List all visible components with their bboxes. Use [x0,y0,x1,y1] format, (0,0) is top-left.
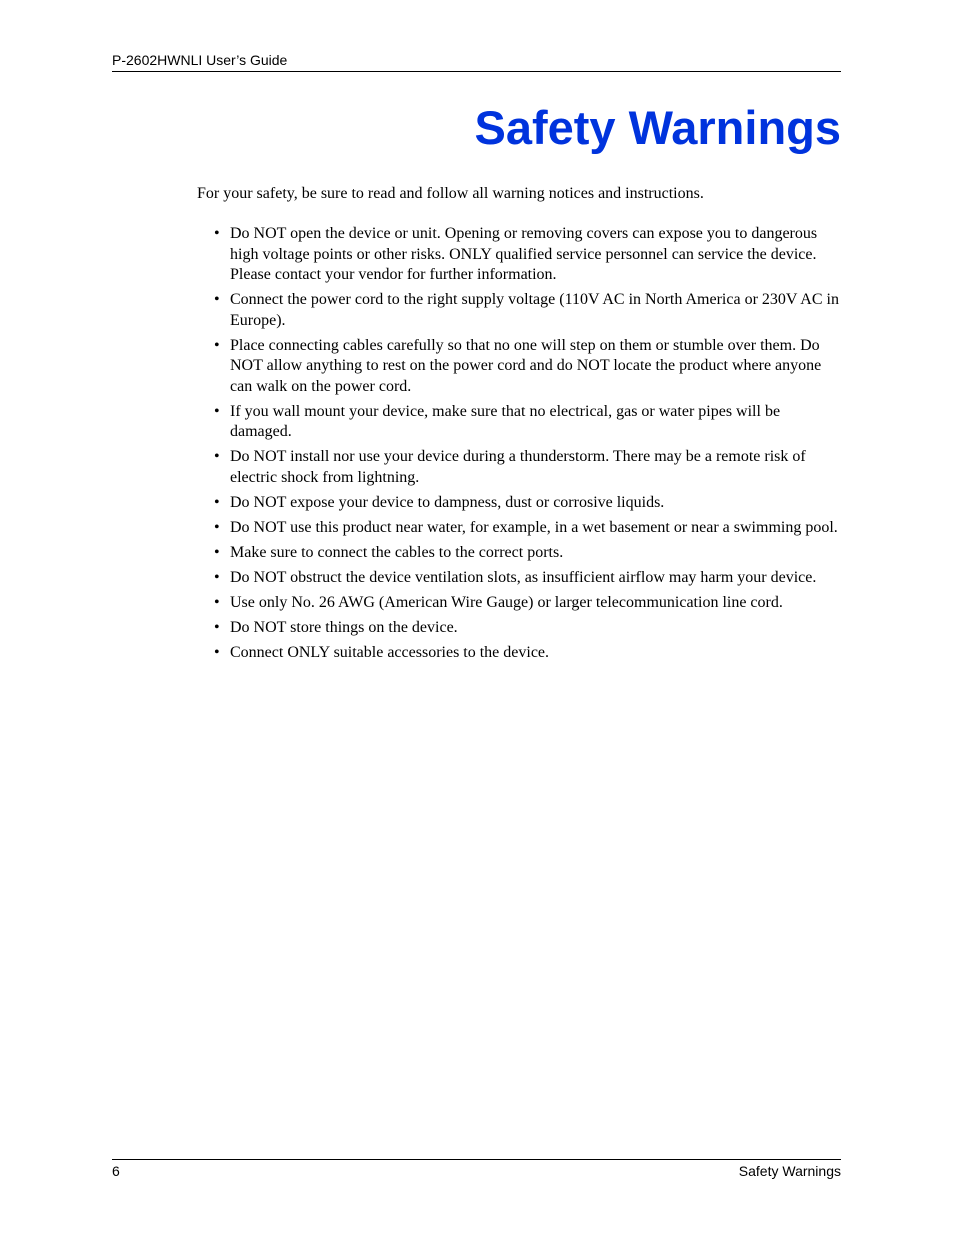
list-item [214,493,841,514]
warning-text: Do NOT obstruct the device ventilation slots, as insufficient airflow may harm your device. [230,568,817,586]
list-item [214,593,841,614]
warning-text: Do NOT use this product near water, for example, in a wet basement or near a swimming pool. [230,518,838,536]
intro-paragraph: For your safety, be sure to read and follow all warning notices and instructions. [197,185,704,202]
bullet-icon: • [214,618,220,636]
bullet-icon: • [214,543,220,561]
bullet-icon: • [214,291,220,308]
footer-divider [112,1159,841,1160]
warning-text: Do NOT install nor use your device during a thunderstorm. There may be a remote risk of electric shock from lightning. [230,448,806,486]
bullet-icon: • [214,593,220,611]
list-item [214,618,841,639]
header-divider [112,71,841,72]
warning-text: Use only No. 26 AWG (American Wire Gauge) or larger telecommunication line cord. [230,593,783,611]
warning-text: Make sure to connect the cables to the correct ports. [230,543,564,561]
warning-text: Connect ONLY suitable accessories to the device. [230,643,550,661]
bullet-icon: • [214,448,220,465]
warning-text: Do NOT store things on the device. [230,618,458,636]
bullet-icon: • [214,518,220,536]
bullet-icon: • [214,493,220,511]
list-item [214,224,841,286]
warning-text: If you wall mount your device, make sure that no electrical, gas or water pipes will be damaged. [230,402,781,440]
page-number: 6 [112,1163,120,1179]
list-item [214,336,841,398]
warning-text: Connect the power cord to the right supply voltage (110V AC in North America or 230V AC in Europe). [230,291,839,329]
list-item [214,447,841,488]
warning-text: Do NOT expose your device to dampness, dust or corrosive liquids. [230,493,665,511]
list-item [214,643,841,664]
bullet-icon: • [214,568,220,586]
list-item [214,518,841,539]
list-item [214,568,841,589]
list-item [214,290,841,331]
warning-text: Place connecting cables carefully so that no one will step on them or stumble over them. Do NOT allow anything to rest on the power cord and do NOT locate the product where anyone can walk on the power cord. [230,336,822,395]
bullet-icon: • [214,402,220,420]
warning-text: Do NOT open the device or unit. Opening or removing covers can expose you to dangerous high voltage points or other risks. ONLY qualified service personnel can service the device. Please contact your vendor for further information. [230,225,818,283]
list-item [214,402,841,443]
list-item [214,543,841,564]
footer-section-name: Safety Warnings [738,1163,841,1179]
bullet-icon: • [214,225,220,242]
bullet-icon: • [214,643,220,661]
warning-list [214,224,841,668]
running-header: P-2602HWNLI User’s Guide [112,52,288,68]
bullet-icon: • [214,336,220,354]
page-title: Safety Warnings [474,101,841,154]
